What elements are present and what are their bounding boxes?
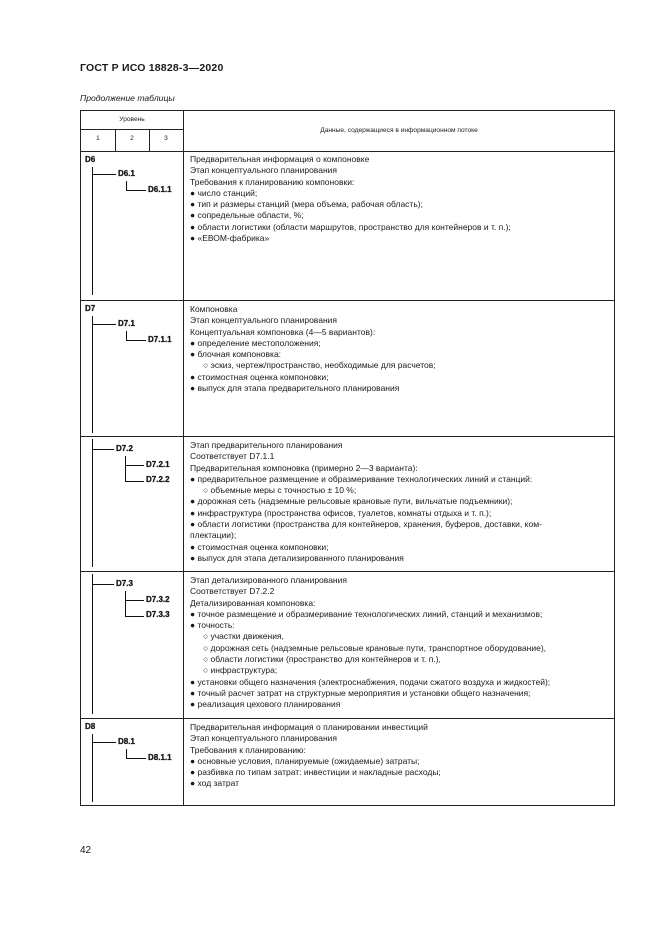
text-line: Предварительная компоновка (примерно 2—3 варианта): — [190, 462, 418, 473]
level-header-divider — [81, 129, 183, 130]
column-divider — [183, 111, 184, 805]
text-line: Предварительная информация о планировании инвестиций — [190, 722, 428, 732]
text-line: Этап предварительного планирования — [190, 440, 343, 450]
text-line: Этап детализированного планирования — [190, 575, 347, 585]
tree-line — [125, 591, 126, 617]
level-code: D7.2.2 — [146, 475, 170, 484]
tree-line — [92, 167, 93, 295]
level-code: D7.2.1 — [146, 460, 170, 469]
text-line: ● реализация цехового планирования — [190, 699, 341, 710]
text-line: ● сопредельные области, %; — [190, 210, 304, 221]
text-line: ● установки общего назначения (электроснабжения, подачи сжатого воздуха и жидкостей); — [190, 676, 551, 687]
table-continuation-caption: Продолжение таблицы — [80, 93, 175, 103]
tree-line — [92, 734, 93, 802]
text-line: Соответствует D7.2.2 — [190, 586, 275, 597]
level-tree-d7-3 — [81, 572, 181, 718]
text-line: ● основные условия, планируемые (ожидаемые) затраты; — [190, 755, 420, 766]
tree-line — [92, 742, 116, 743]
text-line: ○ участки движения, — [203, 631, 284, 642]
tree-line — [126, 181, 127, 190]
text-line: ● точное размещение и образмеривание технологических линий, станций и механизмов; — [190, 608, 543, 619]
level-code: D7.3 — [116, 579, 133, 588]
text-line: Предварительная информация о компоновке — [190, 154, 370, 164]
tree-line — [125, 481, 144, 482]
tree-line — [126, 331, 127, 340]
tree-line — [92, 449, 114, 450]
text-line: ○ инфраструктура; — [203, 665, 278, 676]
text-line: ○ эскиз, чертеж/пространство, необходимые для расчетов; — [203, 360, 436, 371]
level-code: D7.3.2 — [146, 595, 170, 604]
page-number: 42 — [80, 845, 92, 856]
text-line: ● точность: — [190, 620, 235, 631]
text-line: ● разбивка по типам затрат: инвестиции и накладные расходы; — [190, 767, 441, 778]
tree-line — [126, 340, 146, 341]
text-line: ● тип и размеры станций (мера объема, рабочая область); — [190, 199, 423, 210]
text-line: ● дорожная сеть (надземные рельсовые крановые пути, вильчатые подъемники); — [190, 496, 513, 507]
text-line: Соответствует D7.1.1 — [190, 451, 275, 462]
level-tree-d6 — [81, 152, 181, 300]
tree-line — [92, 574, 93, 714]
row-content-d7-2 — [190, 440, 610, 564]
tree-line — [92, 324, 116, 325]
text-line: ● области логистики (пространства для контейнеров, хранения, буферов, доставки, ком- — [190, 519, 542, 530]
text-line: Требования к планированию: — [190, 744, 306, 755]
text-line: ● точный расчет затрат на структурные мероприятия и установки общего назначения; — [190, 687, 531, 698]
tree-line — [126, 758, 146, 759]
row-content-d8 — [190, 722, 610, 790]
tree-line — [125, 600, 144, 601]
level-col-2: 2 — [130, 135, 134, 142]
text-line: Этап концептуального планирования — [190, 315, 337, 326]
text-line: ● выпуск для этапа детализированного планирования — [190, 552, 404, 563]
level-header: Уровень — [119, 116, 145, 123]
level-code: D6 — [85, 155, 96, 164]
text-line: ● число станций; — [190, 187, 258, 198]
text-line: Этап концептуального планирования — [190, 165, 337, 176]
level-code: D6.1.1 — [148, 185, 172, 194]
row-content-d6 — [190, 154, 610, 244]
text-line: Этап концептуального планирования — [190, 733, 337, 744]
text-line: ● выпуск для этапа предварительного планирования — [190, 383, 400, 394]
level-code: D8 — [85, 722, 96, 731]
text-line: ● стоимостная оценка компоновки; — [190, 541, 329, 552]
tree-line — [92, 174, 116, 175]
text-line: ● инфраструктура (пространства офисов, туалетов, комнаты отдыха и т. п.); — [190, 507, 492, 518]
tree-line — [125, 465, 144, 466]
level-col-1: 1 — [96, 135, 100, 142]
text-line: ○ дорожная сеть (надземные рельсовые крановые пути, транспортное оборудование), — [203, 642, 547, 653]
level-tree-d7-2 — [81, 437, 181, 571]
text-line: ● ход затрат — [190, 778, 240, 789]
level-code: D8.1.1 — [148, 753, 172, 762]
level-code: D8.1 — [118, 737, 135, 746]
text-line: ● стоимостная оценка компоновки; — [190, 371, 329, 382]
tree-line — [92, 584, 114, 585]
tree-line — [126, 190, 146, 191]
text-line: ○ объемные меры с точностью ± 10 %; — [203, 485, 357, 496]
level-col-3: 3 — [164, 135, 168, 142]
text-line: Концептуальная компоновка (4—5 вариантов): — [190, 326, 376, 337]
tree-line — [92, 439, 93, 567]
level-code: D6.1 — [118, 169, 135, 178]
level-code: D7.1 — [118, 319, 135, 328]
level-tree-d7 — [81, 301, 181, 436]
level-code: D7 — [85, 304, 96, 313]
text-line: Компоновка — [190, 304, 238, 314]
text-line: ● предварительное размещение и образмеривание технологических линий и станций: — [190, 473, 533, 484]
text-line: плектации); — [190, 530, 237, 541]
level-code: D7.3.3 — [146, 610, 170, 619]
row-content-d7-3 — [190, 575, 610, 711]
row-content-d7 — [190, 304, 610, 394]
level-code: D7.1.1 — [148, 335, 172, 344]
level-tree-d8 — [81, 719, 181, 805]
text-line: ○ области логистики (пространство для контейнеров и т. п.), — [203, 654, 441, 665]
text-line: ● «ЕВОМ-фабрика» — [190, 233, 270, 244]
information-flow-table — [80, 110, 615, 806]
tree-line — [92, 316, 93, 433]
tree-line — [125, 456, 126, 482]
text-line: ● определение местоположения; — [190, 337, 321, 348]
text-line: ● блочная компоновка: — [190, 349, 282, 360]
text-line: Детализированная компоновка: — [190, 597, 316, 608]
tree-line — [125, 616, 144, 617]
level-code: D7.2 — [116, 444, 133, 453]
document-code: ГОСТ Р ИСО 18828-3—2020 — [80, 62, 224, 74]
text-line: ● области логистики (области маршрутов, пространство для контейнеров и т. п.); — [190, 221, 511, 232]
tree-line — [126, 749, 127, 758]
data-header: Данные, содержащиеся в информационном потоке — [320, 127, 478, 134]
text-line: Требования к планированию компоновки: — [190, 176, 355, 187]
